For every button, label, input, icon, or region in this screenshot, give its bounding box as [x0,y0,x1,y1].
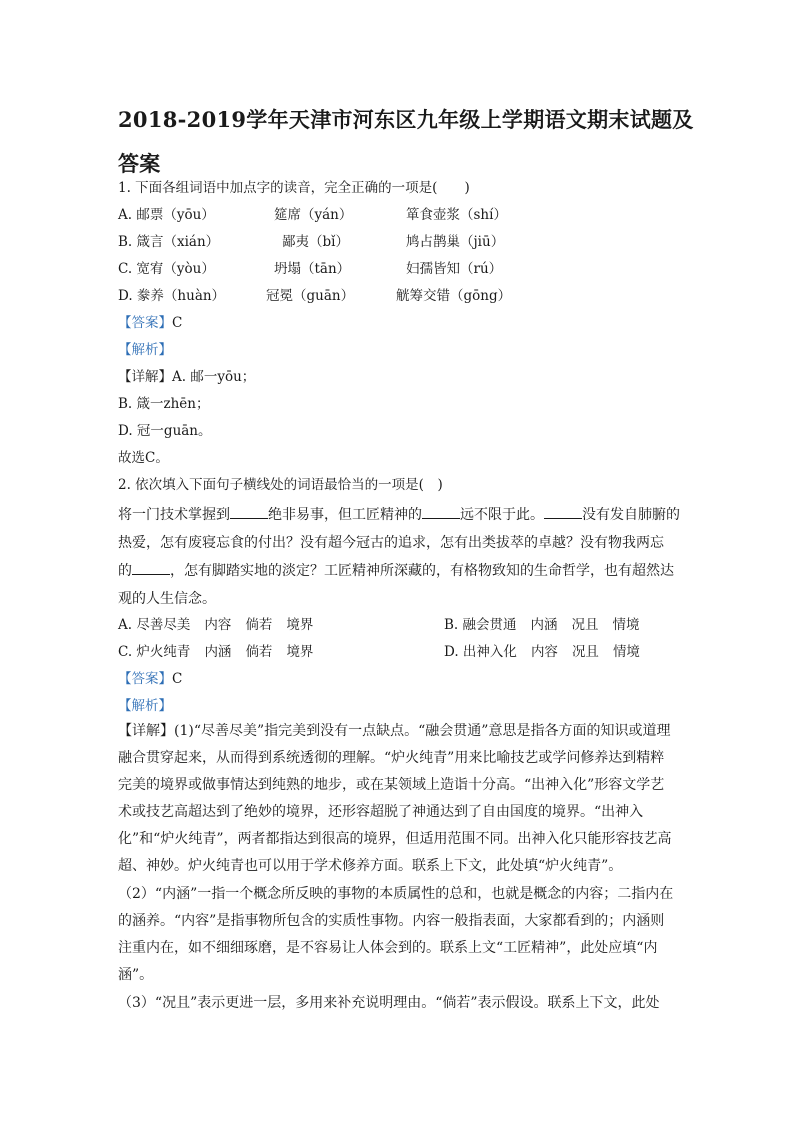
q2-detail-text-1: (1)“尽善尽美”指完美到没有一点缺点。“融会贯通”意思是指各方面的知识或道理融合贯穿起来，从而得到系统透彻的理解。“炉火纯青”用来比喻技艺或学问修养达到精粹完美的境界或做事情达到纯熟的地步，或在某领域上造诣十分高。“出神入化”形容文学艺术或技艺高超达到了绝妙的境界，还形容超脱了神通达到了自由国度的境界。“出神入化”和“炉火纯青”，两者都指达到很高的境界，但适用范围不同。出神入化只能形容技艺高超、神妙。炉火纯青也可以用于学术修养方面。联系上下文，此处填“炉火纯青”。 [118,723,672,874]
q1-answer-value: C [172,315,183,331]
q2-b-3: 况且 [571,617,599,633]
blank-4 [132,562,170,575]
q2-answer [118,668,182,690]
q2-b-1: B. 融会贯通 [444,617,517,633]
q2-detail-paragraph-2: （2）“内涵”一指一个概念所反映的事物的本质属性的总和，也就是概念的内容；二指内在的涵养。“内容”是指事物所包含的实质性事物。内容一般指表面，大家都看到的；内涵则注重内在，如不细细琢磨，是不容易让人体会到的。联系上文“工匠精神”，此处应填“内涵”。 [118,886,674,983]
q2-passage-seg: 绝非易事，但工匠精神的 [268,507,422,523]
q1-detail-text-1: A. 邮一yōu； [172,369,256,385]
q2-detail-paragraph-1 [118,718,678,880]
q2-passage-line-4: 观的人生信念。 [118,591,216,607]
q2-passage-seg: 的 [118,563,132,579]
q1-a-2: 筵席（yán） [274,207,353,223]
q2-c-2: 内涵 [204,644,232,660]
q2-a-3: 倘若 [245,617,273,633]
q2-d-2: 内容 [530,644,558,660]
q2-b-4: 情境 [612,617,640,633]
blank-1 [230,506,268,519]
q2-option-b [444,614,640,636]
q2-a-4: 境界 [286,617,314,633]
q2-analysis-label: 【解析】 [118,698,172,714]
q1-b-3: 鸠占鹊巢（jiū） [406,234,505,250]
q1-detail-label: 【详解】 [118,369,172,385]
q1-a-3: 箪食壶浆（shí） [406,207,507,223]
q2-c-4: 境界 [286,644,314,660]
q2-passage-seg: ，怎有脚踏实地的淡定？工匠精神所深藏的，有格物致知的生命哲学，也有超然达 [170,563,674,579]
q1-detail-line-3: D. 冠一guān。 [118,423,212,439]
q2-stem: 2. 依次填入下面句子横线处的词语最恰当的一项是( ) [118,477,443,493]
q2-b-2: 内涵 [530,617,558,633]
q2-detail-paragraph-3: （3）“况且”表示更进一层，多用来补充说明理由。“倘若”表示假设。联系上下文，此处 [118,995,660,1011]
q1-c-1: C. 宽宥（yòu） [118,261,215,277]
q2-answer-label: 【答案】 [118,671,172,687]
q2-detail-label: 【详解】 [118,723,174,739]
blank-3 [544,506,582,519]
q2-passage-seg: 没有发自肺腑的 [582,507,680,523]
q2-option-c [118,641,313,663]
q1-detail-line-2: B. 箴一zhēn； [118,396,210,412]
q1-b-2: 鄙夷（bǐ） [282,234,349,250]
q1-answer [118,312,182,334]
q2-d-1: D. 出神入化 [444,644,517,660]
q2-a-1: A. 尽善尽美 [118,617,191,633]
q1-stem: 1. 下面各组词语中加点字的读音，完全正确的一项是( ) [118,180,470,196]
q1-a-1: A. 邮票（yōu） [118,207,215,223]
q2-d-4: 情境 [612,644,640,660]
q2-passage-line-2: 热爱，怎有废寝忘食的付出？没有超今冠古的追求，怎有出类拔萃的卓越？没有物我两忘 [118,535,664,551]
q1-d-1: D. 豢养（huàn） [118,288,226,304]
q1-analysis-label: 【解析】 [118,342,172,358]
q2-passage-seg: 远不限于此。 [460,507,544,523]
q2-c-3: 倘若 [245,644,273,660]
blank-2 [422,506,460,519]
q2-passage-line-3 [118,560,674,582]
q2-option-a [118,614,313,636]
q2-option-d [444,641,640,663]
page-title: 2018-2019学年天津市河东区九年级上学期语文期末试题及答案 [118,107,694,176]
q2-d-3: 况且 [571,644,599,660]
q1-detail-line-1 [118,366,255,388]
q2-passage-seg: 将一门技术掌握到 [118,507,230,523]
q2-a-2: 内容 [204,617,232,633]
q2-c-1: C. 炉火纯青 [118,644,191,660]
q1-c-2: 坍塌（tān） [274,261,351,277]
q1-answer-label: 【答案】 [118,315,172,331]
q1-d-3: 觥筹交错（gōng） [396,288,512,304]
q1-b-1: B. 箴言（xián） [118,234,220,250]
q1-detail-line-4: 故选C。 [118,450,169,466]
q2-answer-value: C [172,671,183,687]
q1-c-3: 妇孺皆知（rú） [406,261,503,277]
q2-passage-line-1 [118,504,680,526]
q1-d-2: 冠冕（guān） [266,288,355,304]
